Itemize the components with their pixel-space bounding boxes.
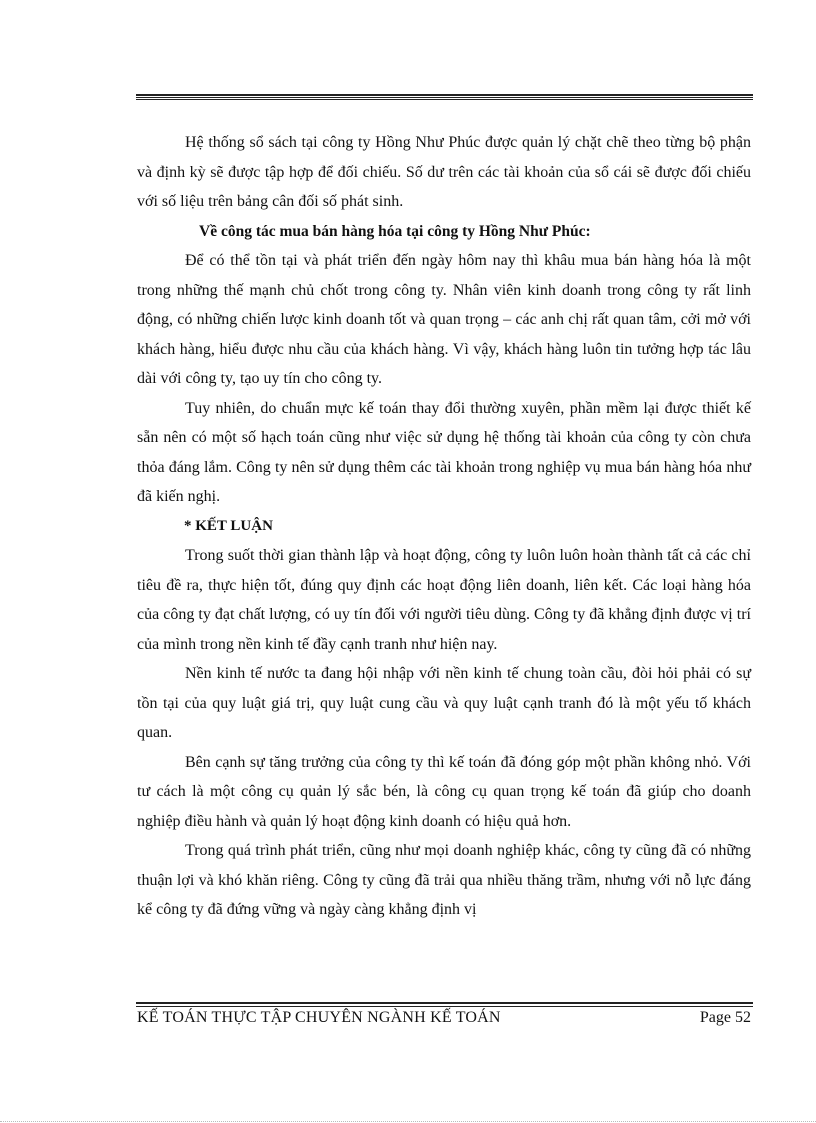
paragraph-conclusion-3: Bên cạnh sự tăng trưởng của công ty thì kế toán đã đóng góp một phần không nhỏ. Với tư cách là một công cụ quản lý sắc bén, là công cụ quan trọng kế toán đã giúp cho doanh nghiệp điều hành và quản lý hoạt động kinh doanh có hiệu quả hơn. (137, 753, 751, 830)
section-heading-trading: Về công tác mua bán hàng hóa tại công ty Hồng Như Phúc: (199, 222, 591, 240)
page-number: Page 52 (699, 1009, 751, 1026)
page-edge-divider (0, 1121, 816, 1122)
page-footer (137, 1007, 751, 1029)
paragraph-bookkeeping: Hệ thống sổ sách tại công ty Hồng Như Phúc được quản lý chặt chẽ theo từng bộ phận và định kỳ sẽ được tập hợp để đối chiếu. Số dư trên các tài khoản của sổ cái sẽ được đối chiếu với số liệu trên bảng cân đối số phát sinh. (137, 134, 751, 210)
footer-title: KẾ TOÁN THỰC TẬP CHUYÊN NGÀNH KẾ TOÁN (137, 1009, 501, 1026)
paragraph-conclusion-2: Nền kinh tế nước ta đang hội nhập với nền kinh tế chung toàn cầu, đòi hỏi phải có sự tồn tại của quy luật giá trị, quy luật cung cầu và quy luật cạnh tranh đó là một yếu tố khách quan. (137, 665, 751, 741)
section-heading-conclusion: * KẾT LUẬN (184, 517, 273, 534)
paragraph-trading: Để có thể tồn tại và phát triển đến ngày hôm nay thì khâu mua bán hàng hóa là một trong những thế mạnh chủ chốt trong công ty. Nhân viên kinh doanh trong công ty rất linh động, có những chiến lược kinh doanh tốt và quan trọng – các anh chị rất quan tâm, cởi mở với khách hàng, hiểu được nhu cầu của khách hàng. Vì vậy, khách hàng luôn tin tưởng hợp tác lâu dài với công ty, tạo uy tín cho công ty. (137, 252, 751, 387)
header-rule (136, 94, 753, 100)
paragraph-conclusion-4: Trong quá trình phát triển, cũng như mọi doanh nghiệp khác, công ty cũng đã có những thuận lợi và khó khăn riêng. Công ty cũng đã trải qua nhiều thăng trầm, nhưng với nỗ lực đáng kể công ty đã đứng vững và ngày càng khẳng định vị (137, 842, 751, 918)
paragraph-accounting-issues: Tuy nhiên, do chuẩn mực kế toán thay đổi thường xuyên, phần mềm lại được thiết kế sẵn nên có một số hạch toán cũng như việc sử dụng hệ thống tài khoản của công ty còn chưa thỏa đáng lắm. Công ty nên sử dụng thêm các tài khoản trong nghiệp vụ mua bán hàng hóa như đã kiến nghị. (137, 399, 751, 505)
paragraph-conclusion-1: Trong suốt thời gian thành lập và hoạt động, công ty luôn luôn hoàn thành tất cả các chỉ tiêu đề ra, thực hiện tốt, đúng quy định các hoạt động liên doanh, liên kết. Các loại hàng hóa của công ty đạt chất lượng, có uy tín đối với người tiêu dùng. Công ty đã khẳng định được vị trí của mình trong nền kinh tế đầy cạnh tranh như hiện nay. (137, 547, 751, 653)
page-body (137, 128, 751, 925)
